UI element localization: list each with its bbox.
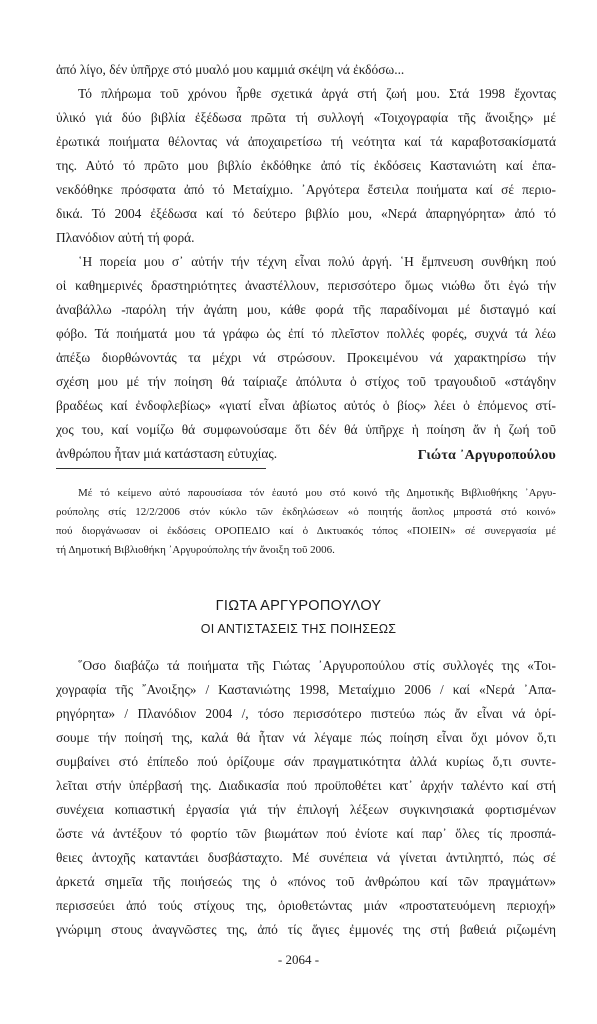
footnote-divider (56, 468, 266, 469)
text-line: φόβο. Τά ποιήματά μου τά γράφω ὡς ἐπί τό πλεῖστον πολλές φορές, συχνά τά λέω (56, 326, 556, 341)
text-line: συμβαίνει στό ἐπίπεδο πού ὁρίζουμε σάν πραγματικότητα ἀλλά κυρίως ὅ,τι συντε- (56, 754, 556, 769)
page-number: - 2064 - (277, 952, 320, 967)
text-line: περισσεύει ἀπό τούς στίχους της, ὁριοθετώντας μιάν «προστατευόμενη περιοχή» (56, 898, 556, 913)
text-line: δικά. Τό 2004 ἐξέδωσα καί τό δεύτερο βιβλίο μου, «Νερά ἀπαρηγόρητα» ἀπό τό (56, 206, 556, 221)
author-signature: Γιώτα ᾿Αργυροπούλου (417, 448, 556, 463)
article-title: ΓΙΩΤΑ ΑΡΓΥΡΟΠΟΥΛΟΥ (215, 598, 382, 614)
text-line: ὑλικό γιά δύο βιβλία ἐξέδωσα πρῶτα τή συλλογή «Τοιχογραφία τῆς ἄνοιξης» μέ (56, 110, 556, 125)
text-line: χογραφία τῆς ῎Ανοιξης» / Καστανιώτης 1998, Μεταίχμιο 2006 / καί «Νερά ᾿Απα- (56, 682, 556, 697)
footnote-line: ρούπολης στίς 12/2/2006 στόν κύκλο τῶν ἐκδηλώσεων «ὁ ποιητής ἄοπλος μπροστά στό κοινό» (56, 506, 556, 518)
text-line: συνέχεια κοπιαστική ἐργασία γιά τήν ἐπιλογή λέξεων συγκινησιακά φορτισμένων (56, 802, 556, 817)
body-text-section-1 (56, 58, 556, 466)
text-line: σχέση μου μέ τήν ποίηση θά ταίριαζε ἀπόλυτα ὁ στίχος τοῦ τραγουδιοῦ «στάγδην (56, 374, 556, 389)
text-line: Πλανόδιον αὐτή τή φορά. (56, 230, 195, 245)
article-subtitle: ΟΙ ΑΝΤΙΣΤΑΣΕΙΣ ΤΗΣ ΠΟΙΗΣΕΩΣ (200, 622, 397, 636)
text-line: ῞Οσο διαβάζω τά ποιήματα τῆς Γιώτας ᾿Αργυροπούλου στίς συλλογές της «Τοι- (78, 658, 556, 673)
text-line: χος του, καί νομίζω θά συμφωνούσαμε ὅτι δέν θά ὑπῆρχε ἡ ποίηση ἄν ἡ ζωή τοῦ (56, 422, 556, 437)
text-line: λεῖται στήν ὑπέρβασή της. Διαδικασία πού προϋποθέτει κατ᾿ ἀρχήν ταλέντο καί στή (56, 778, 556, 793)
text-line: ἀπό λίγο, δέν ὑπῆρχε στό μυαλό μου καμμιά σκέψη νά ἐκδόσω... (56, 62, 405, 77)
text-line: ὥστε νά ἀντέξουν τό φορτίο τῶν βιωμάτων πού ἐνίοτε καί παρ᾿ ὅλες τίς προσπά- (56, 826, 556, 841)
text-line: οἱ καθημερινές δραστηριότητες ἀναστέλλουν, περισσότερο ὅμως νιώθω ὅτι ἐγώ τήν (56, 278, 556, 293)
footnote-line: τή Δημοτική Βιβλιοθήκη ᾿Αργυρούπολης τήν ἄνοιξη τοῦ 2006. (56, 544, 335, 556)
body-text-section-2 (56, 654, 556, 942)
text-line: ἀνθρώπου ἦταν μιά κατάσταση εὐτυχίας. (56, 446, 278, 461)
text-line: νεκδόθηκε πρόσφατα ἀπό τό Μεταίχμιο. ᾿Αργότερα ἔστειλα ποιήματα καί σέ περιο- (56, 182, 556, 197)
text-line: ρηγόρητα» / Πλανόδιον 2004 /, τόσο περισσότερο πιστεύω πώς ἄν εἶναι νά ὁρί- (56, 706, 556, 721)
text-line: ῾Η πορεία μου σ᾿ αὐτήν τήν τέχνη εἶναι πολύ ἀργή. ῾Η ἔμπνευση συνθήκη πού (78, 254, 556, 269)
text-line: Τό πλήρωμα τοῦ χρόνου ἦρθε σχετικά ἀργά στή ζωή μου. Στά 1998 ἔχοντας (78, 86, 556, 101)
footnote-line: Μέ τό κείμενο αὐτό παρουσίασα τόν ἑαυτό μου στό κοινό τῆς Δημοτικῆς Βιβλιοθήκης ᾿Αργυ- (78, 487, 556, 499)
text-line: ἀρκετά σημεῖα τῆς ποιήσεώς της ὁ «πόνος τοῦ ἀνθρώπου καί τῶν πραγμάτων» (56, 874, 556, 889)
text-line: ἐρωτικά ποιήματα θέλοντας νά ἀποχαιρετίσω τή νεότητα καί τά καραβοτσακίσματά (56, 134, 556, 149)
footnote (56, 484, 556, 560)
text-line: βραδέως καί ἐνδοφλεβίως» «γιατί εἶναι ἀβίωτος αὐτός ὁ βίος» λέει ὁ ἑπόμενος στί- (56, 398, 556, 413)
text-line: σουμε τήν ποίησή της, καλά θά ἦταν νά λέγαμε πώς ποίηση εἶναι ὄχι μόνον ὅ,τι (56, 730, 556, 745)
text-line: ἀπέξω διορθώνοντάς τα μέχρι νά στρώσουν. Προκειμένου νά χαρακτηρίσω τήν (56, 350, 556, 365)
footnote-line: πού διοργάνωσαν οἱ ἐκδόσεις ΟΡΟΠΕΔΙΟ καί ὁ Δικτυακός τόπος «ΠΟΙΕΙΝ» σέ συνεργασία μέ (56, 525, 556, 537)
text-line: ἀναβάλλω -παρόλη τήν ἀγάπη μου, κάθε φορά τῆς παραδίνομαι μέ δισταγμό καί (56, 302, 556, 317)
text-line: της. Αὐτό τό πρῶτο μου βιβλίο ἐκδόθηκε ἀπό τίς ἐκδόσεις Καστανιώτη καί ἐπα- (56, 158, 556, 173)
text-line: θειες ἀντοχῆς καταντάει δυσβάσταχτο. Μέ συνέπεια νά γίνεται ἀντιληπτό, πώς σέ (56, 850, 556, 865)
text-line: γνώριμη στους ἀναγνῶστες της, ἀπό τίς ἅγιες ἐμμονές της στή βαθειά ριζωμένη (56, 922, 556, 937)
